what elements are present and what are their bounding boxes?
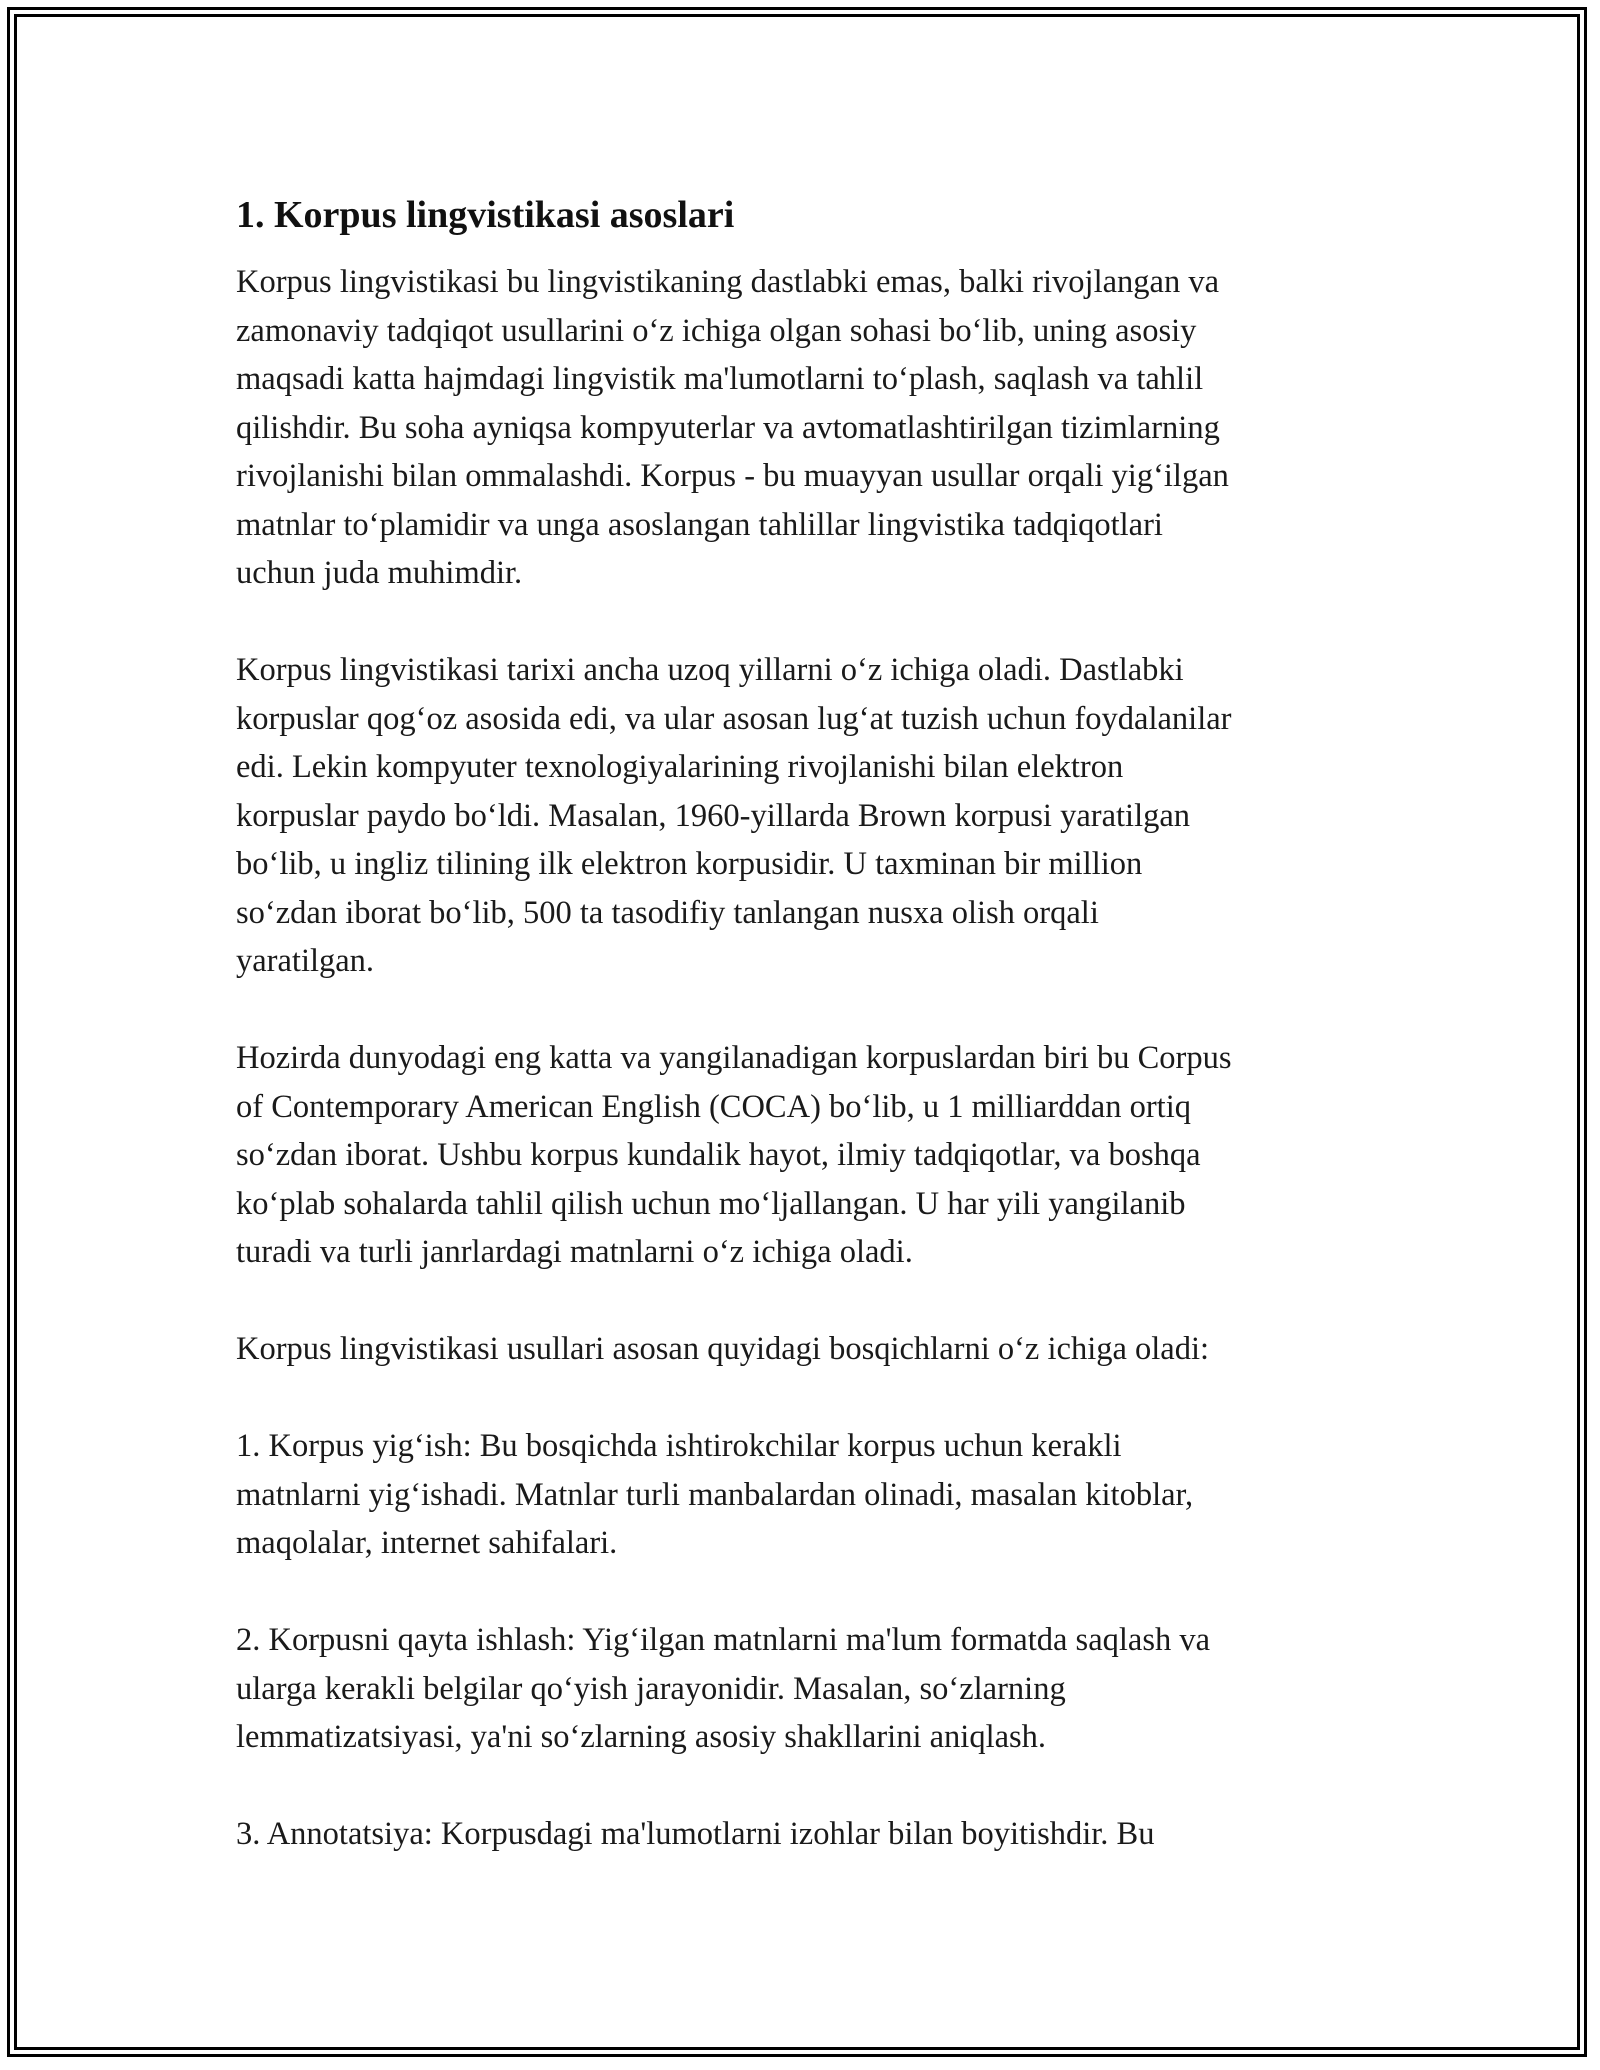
text-line: so‘zdan iborat. Ushbu korpus kundalik hayot, ilmiy tadqiqotlar, va boshqa [236,1137,1201,1173]
text-line: zamonaviy tadqiqot usullarini o‘z ichiga olgan sohasi bo‘lib, uning asosiy [236,312,1197,349]
text-line: matnlar to‘plamidir va unga asoslangan tahlillar lingvistika tadqiqotlari [236,506,1163,543]
paragraph-history [236,646,1376,986]
text-line: matnlarni yig‘ishadi. Matnlar turli manbalardan olinadi, masalan kitoblar, [236,1476,1194,1513]
text-line: uchun juda muhimdir. [236,555,523,591]
list-item-corpus-processing [236,1616,1376,1762]
text-line: korpuslar paydo bo‘ldi. Masalan, 1960-yillarda Brown korpusi yaratilgan [236,797,1191,834]
section-title: 1. Korpus lingvistikasi asoslari [236,194,735,236]
text-line: korpuslar qog‘oz asosida edi, va ular asosan lug‘at tuzish uchun foydalanilar [236,700,1232,737]
text-line: so‘zdan iborat bo‘lib, 500 ta tasodifiy tanlangan nusxa olish orqali [236,894,1099,931]
text-line: edi. Lekin kompyuter texnologiyalarining rivojlanishi bilan elektron [236,749,1124,785]
paragraph-methods-intro [236,1325,1376,1374]
list-item-corpus-collection [236,1422,1376,1568]
text-line: rivojlanishi bilan ommalashdi. Korpus - bu muayyan usullar orqali yig‘ilgan [236,458,1229,494]
paragraph-intro [236,258,1376,598]
text-line: 2. Korpusni qayta ishlash: Yig‘ilgan matnlarni ma'lum formatda saqlash va [236,1622,1211,1658]
text-line: ko‘plab sohalarda tahlil qilish uchun mo‘ljallangan. U har yili yangilanib [236,1185,1186,1222]
text-line: of Contemporary American English (COCA) bo‘lib, u 1 milliarddan ortiq [236,1088,1191,1125]
text-line: yaratilgan. [236,943,375,979]
text-line: bo‘lib, u ingliz tilining ilk elektron korpusidir. U taxminan bir million [236,846,1143,882]
text-line: maqsadi katta hajmdagi lingvistik ma'lumotlarni to‘plash, saqlash va tahlil [236,361,1204,397]
text-line: qilishdir. Bu soha ayniqsa kompyuterlar va avtomatlashtirilgan tizimlarning [236,409,1220,446]
text-line: maqolalar, internet sahifalari. [236,1525,618,1561]
text-line: ularga kerakli belgilar qo‘yish jarayonidir. Masalan, so‘zlarning [236,1670,1066,1707]
text-line: 3. Annotatsiya: Korpusdagi ma'lumotlarni izohlar bilan boyitishdir. Bu [236,1816,1155,1852]
list-item-annotation [236,1810,1376,1859]
document-page [236,188,1376,1907]
text-line: Korpus lingvistikasi usullari asosan quyidagi bosqichlarni o‘z ichiga oladi: [236,1331,1210,1367]
paragraph-coca [236,1034,1376,1277]
text-line: turadi va turli janrlardagi matnlarni o‘z ichiga oladi. [236,1234,913,1270]
text-line: Korpus lingvistikasi bu lingvistikaning dastlabki emas, balki rivojlangan va [236,264,1219,300]
text-line: Korpus lingvistikasi tarixi ancha uzoq yillarni o‘z ichiga oladi. Dastlabki [236,652,1184,688]
text-line: lemmatizatsiyasi, ya'ni so‘zlarning asosiy shakllarini aniqlash. [236,1719,1047,1755]
text-line: 1. Korpus yig‘ish: Bu bosqichda ishtirokchilar korpus uchun kerakli [236,1428,1122,1464]
text-line: Hozirda dunyodagi eng katta va yangilanadigan korpuslardan biri bu Corpus [236,1040,1232,1076]
